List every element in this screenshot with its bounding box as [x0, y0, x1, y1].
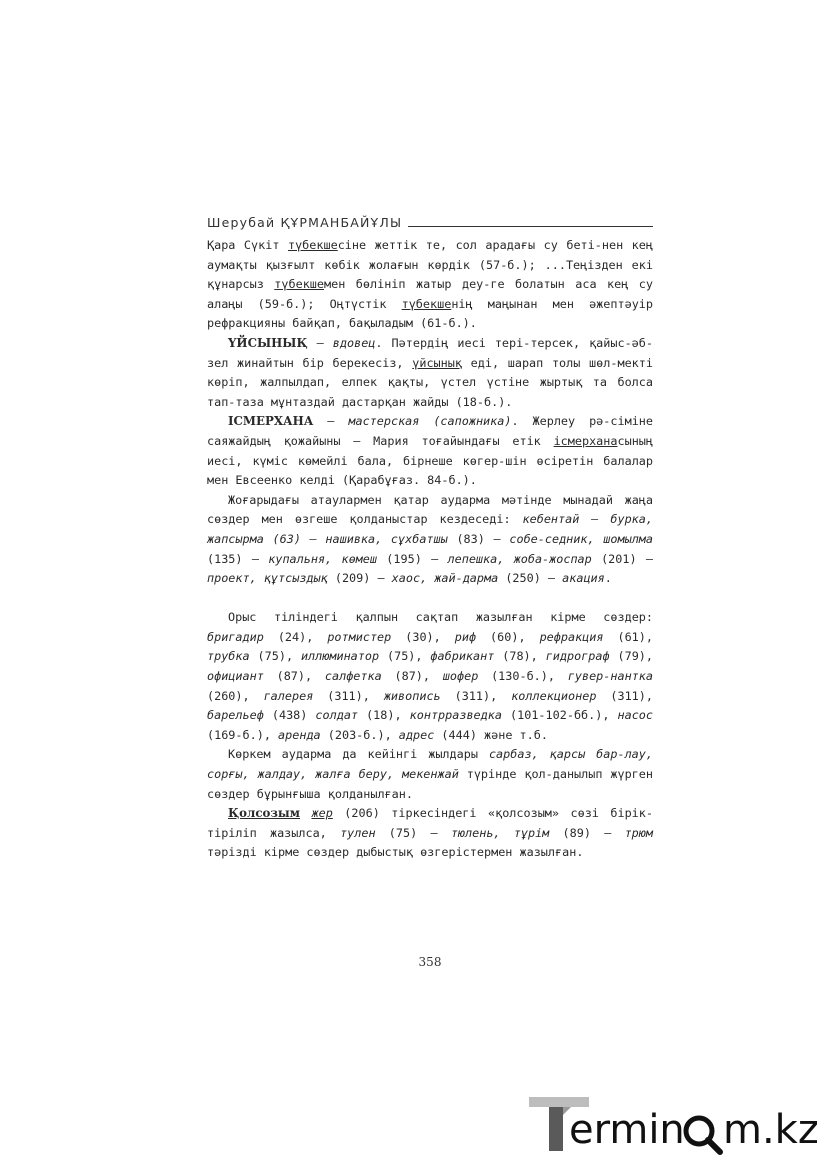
paragraph: Көркем аударма да кейінгі жылдары сарбаз, қарсы бар-лау, сорғы, жалдау, жалға беру, мекенжай түрінде қол-данылып жүрген сөздер бұрынғыша қолданылған.: [207, 747, 653, 801]
book-page: [207, 208, 654, 969]
paragraph: Жоғарыдағы атаулармен қатар аударма мəтінде мынадай жаңа сөздер мен өзгеше қолданыстар кездеседі: кебентай – бурка, жапсырма (63) – нашивка, сұхбатшы (83) – собе-седник, шомылма (135) – купальня, көмеш (195) – лепешка, жоба-жоспар (201) – проект, құтсыздық (209) – хаос, жай-дарма (250) – акация.: [207, 492, 653, 586]
logo-text-right: m.kz: [723, 1107, 817, 1153]
paragraph: ІСМЕРХАНА – мастерская (сапожника). Жерлеу рə-сіміне саяжайдың қожайыны – Мария тоғайындағы етік ісмерханасының иесі, күміс көмейлі бала, бірнеше көгер-шін өсіретін балалар мен Евсеенко келді (Қарабұғаз. 84-б.).: [207, 414, 654, 488]
paragraph: Қолсозым жер (206) тіркесіндегі «қолсозым» сөзі бірік-тіріліп жазылса, тулен (75) – тюлень, тұрім (89) – трюм тəрізді кірме сөздер дыбыстық өзгерістермен жазылған.: [207, 806, 653, 860]
termincom-logo-image: [527, 1093, 817, 1155]
running-head-rule: [408, 226, 653, 227]
paragraph: ҮЙСЫНЫҚ – вдовец. Пәтердің иесі тері-терсек, қайыс-əб-зел жинайтын бір берекесіз, үйсынық еді, шарап толы шөл-мекті көріп, жалпылдап, елпек қақты, үстел үстіне жыртық та болса тап-таза мұнтаздай дастарқан жайды (18-б.).: [207, 335, 653, 409]
paragraph: Орыс тіліндегі қалпын сақтап жазылған кірме сөздер: бригадир (24), ротмистер (30), риф (60), рефракция (61), трубка (75), иллюминатор (75), фабрикант (78), гидрограф (79), официант (87), салфетка (87), шофер (130-б.), гувер-нантка (260), галерея (311), живопись (311), коллекционер (311), барельеф (438) солдат (18), контрразведка (101-102-бб.), насос (169-б.), аренда (203-б.), адрес (444) жəне т.б.: [207, 610, 654, 742]
logo-t-bar: [529, 1097, 589, 1107]
logo-text-left: ermin: [569, 1107, 685, 1153]
running-head: [207, 208, 653, 230]
magnifier-icon: [686, 1118, 720, 1152]
paragraph: Қара Сүкіт түбекшесіне жеттік те, сол арадағы су беті-нен кең аумақты қызғылт көбік жолағын көрдік (57-б.); ...Теңізден екі құнарсыз түбекшемен бөлініп жатыр деу-ге болатын аса кең су алаңы (59-б.); Оңтүстік түбекшенің маңынан мен әжептәуір рефракцияны байқап, бақыладым (61-б.).: [207, 238, 653, 331]
termincom-logo: [527, 1093, 817, 1155]
page-number: 358: [418, 955, 442, 969]
logo-t-stem: [549, 1107, 563, 1151]
body-text: [207, 236, 653, 863]
running-head-title: Шерубай ҚҰРМАНБАЙҰЛЫ: [207, 215, 403, 230]
